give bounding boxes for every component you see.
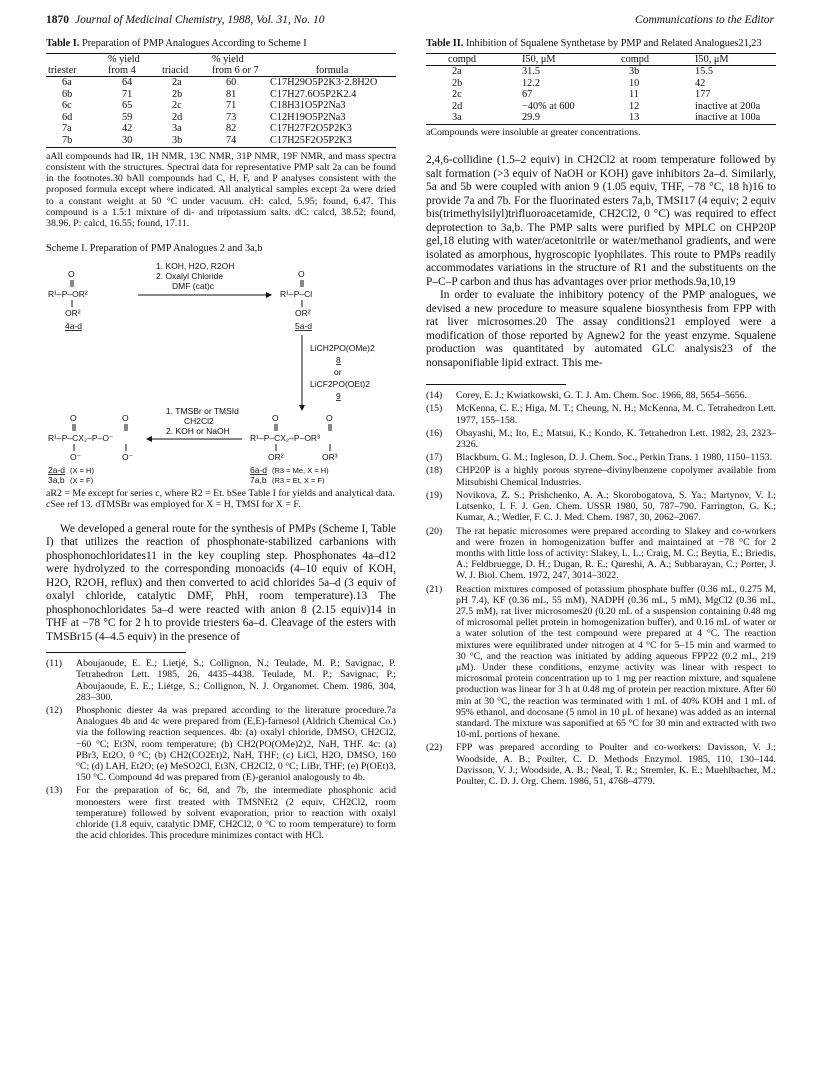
- section-title: Communications to the Editor: [635, 14, 774, 26]
- reference: [426, 390, 776, 401]
- reference-number: (16): [426, 427, 443, 439]
- reference: [426, 452, 776, 463]
- table1-header: formula: [315, 65, 349, 76]
- svg-text:OR²: OR²: [295, 308, 311, 319]
- reference-text: FPP was prepared according to Poulter and co-workers: Davisson, V. J.; Woodside, A. B.; Poulter, C. D. Methods Enzymol. 1985, 110, 130–144. Davisson, V. J.; Woodside, A. B.; Neal, T. R.; Stremler, K. E.; Muehlbacher, M.; Poulter, C. D. J. Org. Chem. 1986, 51, 4768–4779.: [456, 742, 776, 787]
- reference-text: Blackburn, G. M.; Ingleson, D. J. Chem. Soc., Perkin Trans. 1 1980, 1150–1153.: [456, 452, 773, 464]
- table-cell: 2d: [172, 111, 183, 123]
- table-row: [426, 101, 776, 113]
- paragraph: 2,4,6-collidine (1.5–2 equiv) in CH2Cl2 at room temperature followed by salt formation (>3 equiv of NaOH or KOH) gave inhibitors 2a–d. Similarly, 5a and 5b were coupled with anion 9 (1.05 equiv, THF, −78 °C, 18 h)16 to provide 7a and 7b. For the fluorinated esters 7a,b, TMSI17 (4 equiv; 2 equiv bis(trimethylsilyl)trifluoroacetamide, CH2Cl2, 0 °C) was required to effect deprotection to 3a,b. The PMP salts were purified by MPLC on CHP20P gel,18 eluting with water/acetonitrile or water/methanol gradients, and were isolated as amorphous, hygroscopic lyophilates. This route to PMPs readily accommodates variations in the structure of R1 and the substituents on the P–C–P carbon and thus has advantages over prior methods.9a,10,19: [426, 154, 776, 288]
- table-row: [46, 135, 396, 147]
- table-row: [46, 112, 396, 124]
- reference-text: Reaction mixtures composed of potassium phosphate buffer (0.36 mL, 0.275 M, pH 7.4), KF (0.36 mL, 55 mM), NADPH (0.36 mL, 5 mM), MgCl2 (0.36 mL, 27.5 mM), rat liver microsomes20 (0.20 mL of a suspension containing 0.48 mg of microsomal pellet protein in homogenization buffer), and 0.16 mL of water or a water solution of the test compound were prepared at 4 °C. The reaction mixtures were equilibrated under nitrogen at 4 °C for 5–15 min and warmed to 30 °C, and the reaction was initiated by adding aqueous FPP22 (0.2 mL, 219 μM). Under these conditions, enzyme activity was linear with respect to microsomal protein concentration up to 1 mg per reaction mixture, and squalene production was linear for 3 h at 0.48 mg of protein per reaction mixture. After 60 min at 30 °C, the reaction was terminated with 1 mL of 40% KOH and 1 mL of 95% ethanol, and docosane (5 nmol in 10 μL of hexane) was added as an internal standard. The mixture was saponified at 65 °C for 30 min and extracted with two 10-mL portions of hexane.: [456, 583, 776, 741]
- table1-header: triester: [48, 65, 77, 76]
- table2-caption: [426, 38, 776, 50]
- step1-reagent-3: DMF (cat)c: [172, 281, 215, 292]
- right-body-text: [426, 154, 776, 370]
- table-cell: 29.9: [522, 112, 541, 124]
- table-cell: 67: [522, 89, 533, 101]
- reference-number: (22): [426, 742, 443, 754]
- table-cell: 177: [695, 89, 711, 101]
- structure-2-3: [48, 413, 133, 484]
- table-cell: 2c: [172, 100, 182, 112]
- reference-number: (14): [426, 390, 443, 402]
- table1-body: [46, 77, 396, 148]
- svg-text:O: O: [68, 269, 75, 280]
- label-6: 6a-d: [250, 465, 268, 476]
- journal-citation: Journal of Medicinal Chemistry, 1988, Vol. 31, No. 10: [75, 14, 325, 26]
- table-cell: C18H31O5P2Na3: [270, 100, 346, 112]
- scheme-title: Scheme I. Preparation of PMP Analogues 2 and 3a,b: [46, 242, 263, 254]
- table-cell: C17H25F2O5P2K3: [270, 134, 352, 146]
- label-7: 7a,b: [250, 475, 267, 485]
- table1: [46, 53, 396, 148]
- label-6-note: (R3 = Me, X = H): [272, 466, 329, 476]
- step3-reagent-1: 1. TMSBr or TMSId: [166, 406, 239, 417]
- running-head: [46, 14, 774, 30]
- table-cell: 73: [226, 111, 237, 123]
- table-row: [46, 100, 396, 112]
- table2-header: I50, μM: [522, 54, 556, 65]
- label-2: 2a-d: [48, 465, 66, 476]
- reaction-scheme-svg: [46, 259, 396, 484]
- reference-number: (15): [426, 403, 443, 415]
- table-row: [426, 66, 776, 78]
- table-cell: 6d: [62, 111, 73, 123]
- table-cell: 11: [629, 89, 639, 101]
- table-cell: 2a: [172, 77, 182, 88]
- step3-reagent-2: CH2Cl2: [184, 416, 214, 427]
- table-row: [46, 123, 396, 135]
- table-cell: 82: [226, 123, 237, 135]
- table1-header: triacid: [162, 65, 189, 76]
- reference-text: CHP20P is a highly porous styrene–divinylbenzene copolymer available from Mitsubishi Chemical Industries.: [456, 465, 776, 488]
- svg-text:R¹–P–CX₂–P–O⁻: R¹–P–CX₂–P–O⁻: [48, 433, 114, 444]
- table1-footnote: aAll compounds had IR, 1H NMR, 13C NMR, 31P NMR, 19F NMR, and mass spectra consistent with the structures. Spectral data for representative PMP salt 2a can be found in the footnotes.30 bAll compounds had C, H, F, and P analyses consistent with the proposed formula except where indicated. All analytical samples except 2a were dried to a constant weight at 50 °C under vacuum. cH: calcd, 5.95; found, 6.47. This compound is a 1.5:1 mixture of di- and tripotassium salts. dC: calcd, 38.52; found, 38.96. P: calcd, 16.55; found, 17.11.: [46, 150, 396, 230]
- page-number: 1870: [46, 14, 69, 26]
- table-cell: 30: [122, 134, 133, 146]
- reference: [426, 742, 776, 787]
- reference: [426, 403, 776, 425]
- table-cell: 3b: [629, 66, 640, 77]
- step1-reagent-2: 2. Oxalyl Chloride: [156, 271, 224, 282]
- arrowhead-3: [146, 436, 152, 442]
- table1-header: % yield from 6 or 7: [212, 54, 259, 76]
- svg-text:R¹–P–Cl: R¹–P–Cl: [280, 289, 313, 300]
- left-body-text: [46, 523, 396, 645]
- reference-number: (17): [426, 452, 443, 464]
- svg-text:R¹–P–OR²: R¹–P–OR²: [48, 289, 88, 300]
- table-cell: 42: [695, 77, 706, 89]
- table-row: [46, 89, 396, 101]
- table-cell: inactive at 200a: [695, 100, 761, 112]
- footnote-rule: [46, 652, 186, 653]
- left-column: [46, 38, 396, 843]
- label-3-note: (X = F): [70, 476, 94, 485]
- table-cell: C17H27.6O5P2K2.4: [270, 88, 357, 100]
- reagent-b: LiCF2PO(OEt)2: [310, 379, 370, 390]
- svg-text:O: O: [326, 413, 333, 424]
- step1-reagent-1: 1. KOH, H2O, R2OH: [156, 261, 235, 272]
- reference-text: For the preparation of 6c, 6d, and 7b, the intermediate phosphonic acid monoesters were first treated with TMSNEt2 (2 equiv, CH2Cl2, room temperature) followed by solvent evaporation, prior to reaction with oxalyl chloride (1.8 equiv, catalytic DMF, CH2Cl2, 0 °C to room temperature) to form the acid chlorides. This procedure minimizes contact with HCl.: [76, 785, 396, 842]
- scheme-figure: [46, 259, 396, 484]
- table-cell: 2b: [172, 88, 183, 100]
- table-cell: 65: [122, 100, 133, 112]
- table-cell: C17H27F2O5P2K3: [270, 123, 352, 135]
- reference: [426, 428, 776, 450]
- svg-text:O: O: [122, 413, 129, 424]
- right-column: [426, 38, 776, 789]
- right-references: [426, 390, 776, 787]
- reference-text: Obayashi, M.; Ito, E.; Matsui, K.; Kondo, K. Tetrahedron Lett. 1982, 23, 2323–2326.: [456, 427, 776, 451]
- structure-5: [280, 269, 312, 331]
- table-row: [46, 77, 396, 89]
- arrowhead-2: [299, 405, 305, 411]
- table-cell: 42: [122, 123, 133, 135]
- table1-header: % yield from 4: [108, 54, 140, 76]
- table-cell: 59: [122, 111, 133, 123]
- reference-number: (18): [426, 465, 443, 477]
- left-references: [46, 658, 396, 841]
- table-cell: 12.2: [522, 77, 541, 89]
- table2: [426, 53, 776, 125]
- structure-4: [48, 269, 88, 331]
- reference-number: (12): [46, 704, 63, 716]
- reference-text: Novikova, Z. S.; Prishchenko, A. A.; Skorobogatova, S. Ya.; Martynov, V. I.; Lutsenko, I. F. J. Gen. Chem. USSR 1980, 50, 787–790. Farrington, G. K.; Kumar, A.; Wedler, F. C. J. Med. Chem. 1987, 30, 2062–2067.: [456, 489, 776, 524]
- reagent-or: or: [334, 367, 342, 378]
- table-cell: 74: [226, 134, 237, 146]
- table-cell: −40% at 600: [522, 100, 575, 112]
- table2-label: Table II.: [426, 38, 464, 49]
- table-cell: 3b: [172, 134, 183, 146]
- svg-text:R¹–P–CX₂–P–OR³: R¹–P–CX₂–P–OR³: [250, 433, 320, 444]
- step3-reagent-3: 2. KOH or NaOH: [166, 426, 230, 437]
- table-cell: 6a: [62, 77, 72, 88]
- table-cell: 2b: [452, 77, 463, 89]
- svg-text:OR²: OR²: [65, 308, 81, 319]
- reference-number: (13): [46, 785, 63, 797]
- reference-text: Aboujaoude, E. E.; Lietjé, S.; Collignon, N.; Teulade, M. P.; Savignac, P. Tetrahedron Lett. 1985, 26, 4435–4438. Teulade, M. P.; Savignac, P.; Aboujaoude, E. E.; Liétge, S.; Collignon, N. J. Organomet. Chem. 1986, 304, 283–300.: [76, 658, 396, 703]
- svg-text:O: O: [70, 413, 77, 424]
- reference: [426, 584, 776, 741]
- table-row: [426, 112, 776, 124]
- svg-text:OR²: OR²: [268, 452, 284, 463]
- table-cell: 7a: [62, 123, 72, 135]
- table-cell: 6c: [62, 100, 72, 112]
- table-cell: C17H29O5P2K3·2.8H2O: [270, 77, 378, 88]
- table2-header: compd: [448, 54, 477, 65]
- table-cell: 3a: [172, 123, 182, 135]
- svg-text:O⁻: O⁻: [70, 452, 82, 463]
- structure-6-7: [250, 413, 338, 484]
- table-cell: 2d: [452, 100, 463, 112]
- reference-text: Corey, E. J.; Kwiatkowski, G. T. J. Am. Chem. Soc. 1966, 88, 5654–5656.: [456, 390, 747, 402]
- table1-title: Preparation of PMP Analogues According to Scheme I: [81, 38, 307, 49]
- reference: [426, 490, 776, 524]
- table-row: [426, 78, 776, 90]
- reagent-a: LiCH2PO(OMe)2: [310, 343, 375, 354]
- reference: [46, 705, 396, 783]
- table-cell: 64: [122, 77, 133, 88]
- table-cell: 81: [226, 88, 237, 100]
- label-7-note: (R3 = Et, X = F): [272, 476, 325, 485]
- reference-number: (11): [46, 658, 62, 670]
- svg-text:O⁻: O⁻: [122, 452, 134, 463]
- table-row: [426, 89, 776, 101]
- reference-number: (21): [426, 583, 443, 595]
- reagent-b-number: 9: [336, 391, 341, 402]
- table-cell: 71: [122, 88, 133, 100]
- label-5: 5a-d: [295, 321, 313, 332]
- table2-title: Inhibition of Squalene Synthetase by PMP and Related Analogues21,23: [465, 38, 762, 49]
- table-cell: 13: [629, 112, 640, 124]
- table-cell: 10: [629, 77, 640, 89]
- svg-text:OR³: OR³: [322, 452, 338, 463]
- label-3: 3a,b: [48, 475, 65, 485]
- table-cell: 60: [226, 77, 237, 88]
- running-head-left: [46, 14, 324, 26]
- table-cell: 31.5: [522, 66, 541, 77]
- arrowhead-1: [266, 292, 272, 298]
- paragraph: In order to evaluate the inhibitory potency of the PMP analogues, we devised a new procedure to measure squalene biosynthesis from FPP with rat liver microsomes.20 The assay conditions21 employed were a modification of those reported by Agnew2 for the yeast enzyme. Squalene production was quantitated by automated GLC analysis23 of the nonsaponifiable lipid extract. This me-: [426, 289, 776, 369]
- reference-text: Phosphonic diester 4a was prepared according to the literature procedure.7a Analogues 4b and 4c were prepared from (E,E)-farnesol (Aldrich Chemical Co.) via the following reaction sequences. 4b: (a) oxalyl chloride, DMSO, CH2Cl2, −60 °C; Et3N, room temperature; (b) CH2(PO(OMe)2)2, NaH, THF. 4c: (a) PBr3, Et2O, 0 °C; (b) CH2(CO2Et)2, NaH, THF; (c) LiCl, H2O, DMSO, 160 °C; (d) LAH, Et2O; (e) MeSO2Cl, Et3N, CH2Cl2, 0 °C; LiBr, THF; (e) P(OEt)3, 150 °C. Compound 4d was prepared from (E)-geraniol analogously to 4b.: [76, 704, 396, 784]
- label-4: 4a-d: [65, 321, 83, 332]
- paragraph: We developed a general route for the synthesis of PMPs (Scheme I, Table I) that utilizes the reaction of phosphonate-stabilized carbanions with phosphonochloridates11 in the key coupling step. Phosphonates 4a–d12 were hydrolyzed to the corresponding monoacids (4–10 equiv of KOH, H2O, R2OH, reflux) and then converted to acid chlorides 5a–d (3 equiv of oxalyl chloride, catalytic DMF, PhH, room temperature).13 The phosphonochloridates 5a–d were reacted with anion 8 (2.15 equiv)14 in THF at −78 °C for 2 h to provide triesters 6a–d. Cleavage of the esters with TMSBr15 (4–4.5 equiv) in the presence of: [46, 522, 396, 643]
- table-cell: 71: [226, 100, 237, 112]
- table-cell: 7b: [62, 134, 73, 146]
- reference: [46, 658, 396, 703]
- label-2-note: (X = H): [70, 466, 94, 476]
- table-cell: 3a: [452, 112, 462, 124]
- table2-header: I50, μM: [695, 54, 729, 65]
- table-cell: 2c: [452, 89, 462, 101]
- table-cell: 6b: [62, 88, 73, 100]
- table2-body: [426, 66, 776, 125]
- reference-number: (19): [426, 489, 443, 501]
- svg-text:O: O: [298, 269, 305, 280]
- reference-text: McKenna, C. E.; Higa, M. T.; Cheung, N. H.; McKenna, M. C. Tetrahedron Lett. 1977, 155–158.: [456, 403, 776, 426]
- reference: [426, 526, 776, 582]
- table-cell: inactive at 100a: [695, 112, 761, 124]
- table2-header: compd: [621, 54, 650, 65]
- reagent-a-number: 8: [336, 355, 341, 366]
- reference-number: (20): [426, 525, 443, 537]
- table-cell: 2a: [452, 66, 462, 77]
- footnote-rule: [426, 384, 566, 385]
- scheme-footnote: aR2 = Me except for series c, where R2 = Et. bSee Table I for yields and analytical data. cSee ref 13. dTMSBr was employed for X = H, TMSI for X = F.: [46, 488, 395, 511]
- reference-text: The rat hepatic microsomes were prepared according to Slakey and co-workers and were frozen in homogenization buffer and maintained at −78 °C for 2 months with little loss of activity: Slakey, L. L.; Craig, M. C.; Beytia, E.; Briedis, A.; Feldbruegge, D. H.; Dugan, R. E.; Qureshi, A. A.; Subbarayan, C.; Porter, J. W. J. Biol. Chem. 1972, 247, 3014–3022.: [456, 525, 776, 582]
- table-cell: C12H19O5P2Na3: [270, 111, 346, 123]
- table1-caption: [46, 38, 396, 50]
- svg-text:O: O: [272, 413, 279, 424]
- reference: [426, 465, 776, 487]
- table-cell: 12: [629, 100, 640, 112]
- table1-label: Table I.: [46, 38, 80, 49]
- table2-footnote: aCompounds were insoluble at greater concentrations.: [426, 126, 641, 138]
- reference: [46, 785, 396, 841]
- table-cell: 15.5: [695, 66, 714, 77]
